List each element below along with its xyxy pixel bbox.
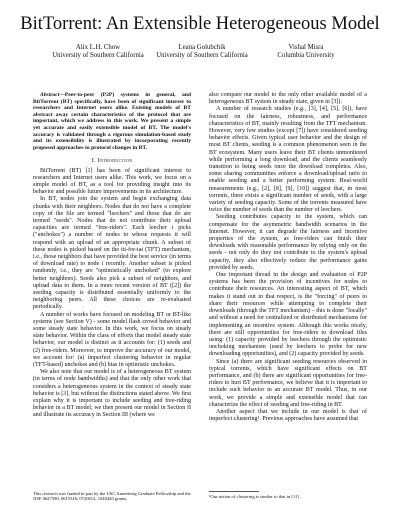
footnote-text: This research was funded in part by the USC Annenberg Graduate Fellowship and the NSF 0627590, 0615316, 0720612, 1040420 grants. <box>33 491 191 502</box>
paragraph: We also note that our model is of a heterogeneous BT system (in terms of node bandwidths) and that the only other work that considers a heterogeneous system in the context of steady state behavior is [3], but without the distinctions stated above. We first explain why it is important to include seeding and free-riding behavior in a BT model; we then present our model in Section II and illustrate its accuracy in Section III (where we <box>33 369 191 419</box>
paragraph: Since (a) there are significant seeding resources observed in typical torrents, which have significant effects on BT performance, and (b) there are significant opportunities for free-riders to hurt BT performance, we believe that it is important to include such behavior in an accurate BT model. Thus, in our work, we provide a simple and extensible model that can characterize the effect of seeding and free-riding in BT. <box>209 358 367 408</box>
abstract <box>33 92 191 151</box>
paragraph: A number of research studies (e.g., [3], [4], [5], [6]), have focused on the fairness, robustness, and performance characteristics of BT, mainly resulting from the TFT mechanism. However, very few studies (except [7]) have considered seeding behavior effects. Given typical user behavior and the design of most BT clients, seeding is a common phenomenon seen in the BT ecosystem. Many users leave their BT clients unmonitored while performing a long download, and the clients seamlessly transition to being seeds once the download completes. Also, some sharing communities enforce a download/upload ratio to enable seeding and a better performing system. Real-world measurements (e.g., [2], [8], [9], [10]) suggest that, in most torrents, there exists a significant number of seeds, with a large variety of seeding capacity. Some of the torrents measured have twice the number of seeds than the number of leechers. <box>209 106 367 214</box>
author-affiliation: Columbia University <box>277 52 335 60</box>
right-column <box>209 92 367 423</box>
author-3 <box>254 44 358 60</box>
paper-title: BitTorrent: An Extensible Heterogeneous Model <box>20 14 380 34</box>
footnote-right <box>209 491 367 499</box>
paragraph: In BT, nodes join the system and begin exchanging data chunks with their neighbors. Nodes that do not have a complete copy of the file are termed "leechers" and those that do are termed "seeds". Nodes that do not contribute their upload capacities are termed "free-riders". Each leecher i picks ("unchokes") a number of nodes to whose requests it will respond with an upload of an appropriate chunk. A subset of these nodes is picked based on the tit-for-tat (TFT) mechanism, i.e., those neighbors that have provided the best service (in terms of download rate) to node i recently. Another subset is picked randomly, i.e., they are "optimistically unchoked" (to explore better neighbors). Seeds also pick a subset of neighbors, and upload data to them. In a more recent version of BT ([2]) the seeding capacity is distributed essentially uniformly to the neighboring peers. All these choices are re-evaluated periodically. <box>33 196 191 311</box>
author-name: Vishal Misra <box>288 44 324 51</box>
paragraph: Seeding contributes capacity to the system, which can compensate for the asymmetric bandwidth scenarios in the Internet. However, it can degrade the fairness and incentive properties of the system, as free-riders can finish their downloads with reasonable performance by relying only on the seeds - not only do they not contribute to the system's upload capacity, they also effectively reduce the performance gains provided by seeds. <box>209 214 367 271</box>
author-2 <box>150 44 254 60</box>
author-block <box>46 44 358 60</box>
paragraph: A number of works have focused on modeling BT or BT-like systems (see Section V) - some model flash crowd behavior and some steady state behavior. In this work, we focus on steady state behavior. Within the class of efforts that model steady state behavior, our model is distinct as it accounts for: (1) seeds and (2) free-riders. Moreover, to improve the accuracy of our model, we account for: (a) imperfect clustering behavior in regular (TFT-based) unchokes and (b) bias in optimistic unchokes. <box>33 311 191 369</box>
footnote-text: ¹Our notion of clustering is similar to that in [11]. <box>209 494 301 499</box>
footnote-rule <box>209 491 259 492</box>
paragraph: One important thread in the design and evaluation of P2P systems has been the provision of incentives for nodes to contribute their resources. An interesting aspect of BT, which makes it stand out in that respect, is the "forcing" of peers to share their resources while attempting to complete their downloads (through the TFT mechanism) – this is done "locally" and without a need for centralized or distributed mechanisms for implementing an incentive system. Although this works nicely, there are still opportunities for free-riders to download files using: (1) capacity provided by leechers through the optimistic unchoking mechanism (used by leechers to probe for new downloading opportunities), and (2) capacity provided by seeds. <box>209 272 367 358</box>
author-affiliation: University of Southern California <box>156 52 248 60</box>
author-name: Leana Golubchik <box>178 44 226 51</box>
author-1 <box>46 44 150 60</box>
paragraph: BitTorrent (BT) [1] has been of significant interest to researchers and Internet users alike. This work, we focus on a simple model of BT, as a tool for providing insight into its behavior and possible future improvements in its architecture. <box>33 167 191 196</box>
author-affiliation: University of Southern California <box>52 52 144 60</box>
section-heading: I. Introduction <box>91 157 133 165</box>
abstract-text: —Peer-to-peer (P2P) systems in general, and BitTorrent (BT) specifically, have been of significant interest to researchers and Internet users alike. Existing models of BT abstract away certain characteristics of the protocol that are important, which we address in this work. We present a simple yet accurate and easily extensible model of BT. The model's accuracy is validated through a rigorous simulation-based study and its extensibility is illustrated by incorporating recently proposed approaches to protocol changes in BT. <box>33 92 191 151</box>
left-column <box>33 92 191 420</box>
abstract-label: Abstract <box>40 92 60 98</box>
author-name: Alix L.H. Chow <box>75 44 121 51</box>
paragraph: Another aspect that we include in our model is that of imperfect clustering¹. Previous approaches have assumed that <box>209 408 367 423</box>
footnote-left <box>33 491 191 502</box>
paragraph: also compare our model to the only other available model of a heterogeneous BT system in steady state, given in [3]). <box>209 92 367 106</box>
